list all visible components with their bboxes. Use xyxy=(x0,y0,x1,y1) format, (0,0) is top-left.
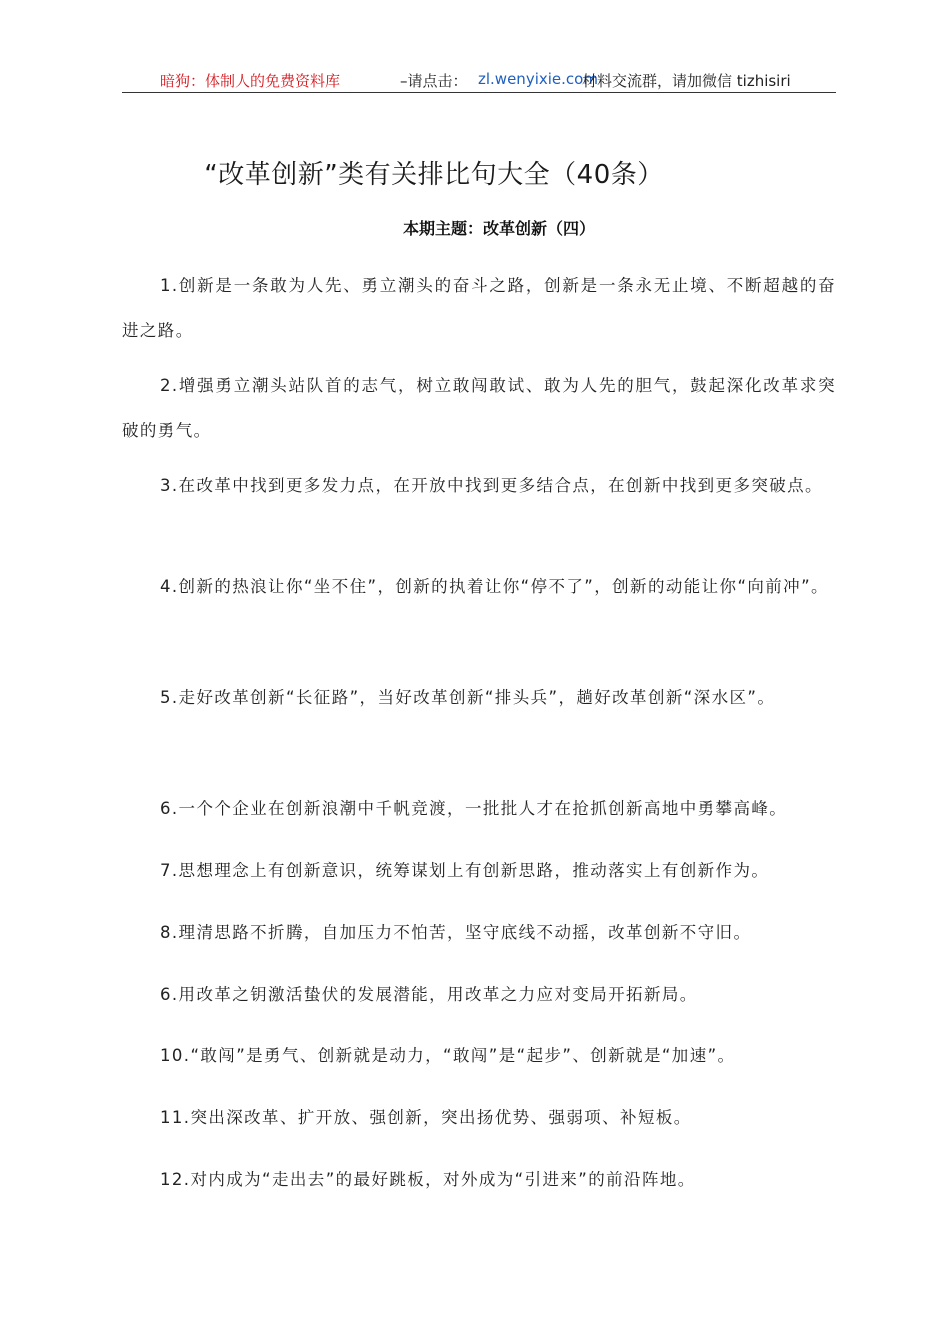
list-item xyxy=(122,910,836,955)
item-number: 11. xyxy=(160,1108,191,1127)
document-subtitle: 本期主题：改革创新（四） xyxy=(402,219,595,238)
list-item xyxy=(122,263,836,353)
list-item xyxy=(122,786,836,831)
header-site-name: 暗狗：体制人的免费资料库 xyxy=(160,72,341,90)
item-number: 12. xyxy=(160,1170,191,1189)
header-prompt: –请点击： xyxy=(400,72,468,90)
page-header xyxy=(122,64,836,93)
item-text: 走好改革创新“长征路”，当好改革创新“排头兵”，趟好改革创新“深水区”。 xyxy=(178,688,776,707)
item-text: “敢闯”是勇气、创新就是动力，“敢闯”是“起步”、创新就是“加速”。 xyxy=(190,1046,736,1065)
list-item xyxy=(122,463,836,508)
item-text: 突出深改革、扩开放、强创新，突出扬优势、强弱项、补短板。 xyxy=(190,1108,692,1127)
item-number: 6. xyxy=(160,985,179,1004)
item-number: 1. xyxy=(160,276,179,295)
list-item xyxy=(122,1033,836,1078)
item-text: 一个个企业在创新浪潮中千帆竞渡，一批批人才在抢抓创新高地中勇攀高峰。 xyxy=(178,799,788,818)
list-item xyxy=(122,848,836,893)
item-number: 6. xyxy=(160,799,179,818)
item-number: 5. xyxy=(160,688,179,707)
item-number: 10. xyxy=(160,1046,191,1065)
item-text: 创新的热浪让你“坐不住”，创新的执着让你“停不了”，创新的动能让你“向前冲”。 xyxy=(178,577,829,596)
list-item xyxy=(122,363,836,453)
item-number: 4. xyxy=(160,577,179,596)
item-text: 用改革之钥激活蛰伏的发展潜能，用改革之力应对变局开拓新局。 xyxy=(178,985,698,1004)
item-text: 增强勇立潮头站队首的志气，树立敢闯敢试、敢为人先的胆气，鼓起深化改革求突破的勇气。 xyxy=(122,376,836,440)
item-text: 理清思路不折腾，自加压力不怕苦，坚守底线不动摇，改革创新不守旧。 xyxy=(178,923,752,942)
item-number: 7. xyxy=(160,861,179,880)
item-number: 8. xyxy=(160,923,179,942)
header-link[interactable]: zl.wenyixie.com xyxy=(478,70,598,88)
item-text: 思想理念上有创新意识，统筹谋划上有创新思路，推动落实上有创新作为。 xyxy=(178,861,770,880)
item-text: 对内成为“走出去”的最好跳板，对外成为“引进来”的前沿阵地。 xyxy=(190,1170,696,1189)
list-item xyxy=(122,1157,836,1202)
list-item xyxy=(122,1095,836,1140)
header-wechat-note: 材料交流群，请加微信 tizhisiri xyxy=(582,72,791,90)
list-item xyxy=(122,564,836,609)
item-number: 2. xyxy=(160,376,179,395)
document-title: “改革创新”类有关排比句大全（40条） xyxy=(204,160,664,190)
item-text: 在改革中找到更多发力点，在开放中找到更多结合点，在创新中找到更多突破点。 xyxy=(178,476,823,495)
item-number: 3. xyxy=(160,476,179,495)
list-item xyxy=(122,675,836,720)
list-item xyxy=(122,972,836,1017)
item-text: 创新是一条敢为人先、勇立潮头的奋斗之路，创新是一条永无止境、不断超越的奋进之路。 xyxy=(122,276,836,340)
